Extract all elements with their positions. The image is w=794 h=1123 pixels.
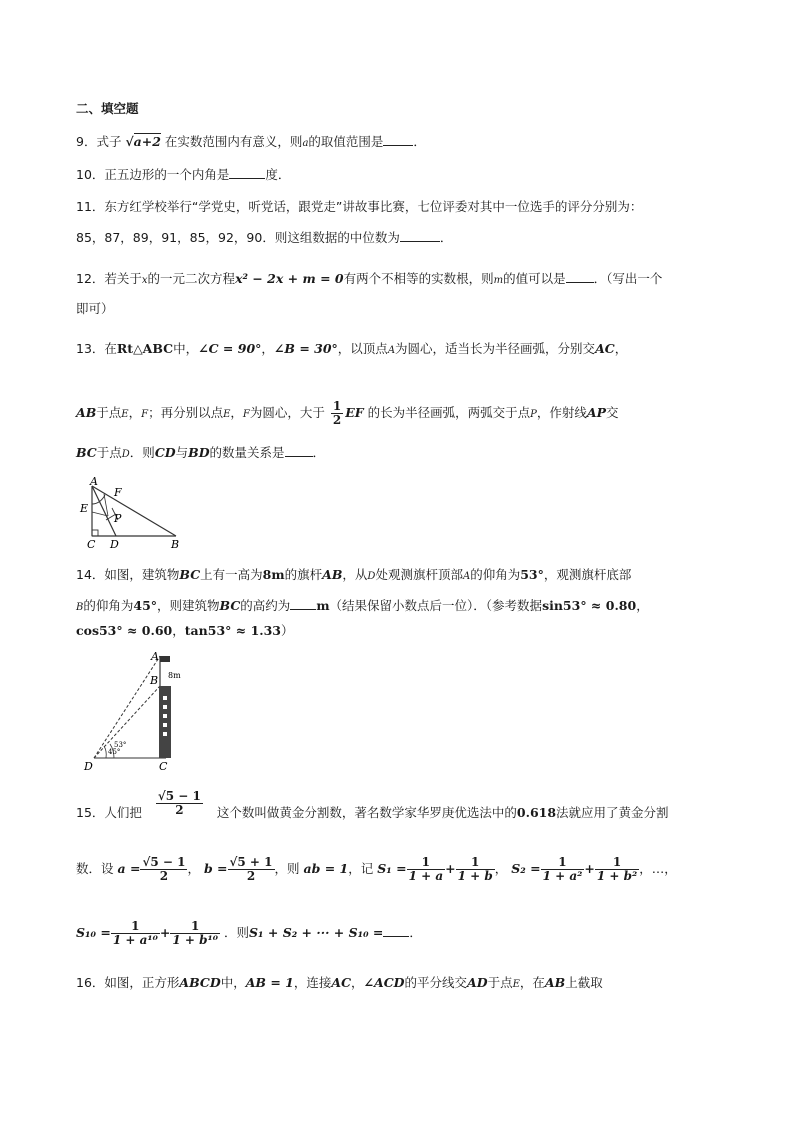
fig13-label-a: A (90, 475, 98, 488)
figure-13-triangle (78, 474, 186, 552)
equation: x² − 2x + m = 0 (235, 271, 344, 286)
fraction-s10a: $\frac{1}{\text{1 + a¹⁰}}$ (112, 919, 158, 947)
question-15-line2: 数．设 a = $\frac{√5 - 1}{2}$ ， b = $\frac{√5 + 1}{2}$ ，则 ab = 1，记 S₁ = $\frac{1}{1 + a}$ + $\frac{1}{1 + b}$ ， S₂ = $\frac{1}{\text{1 + a²}}$ + $\frac{1}{\text{1 + b²}}$ ，…， (76, 855, 677, 883)
golden-ratio-fraction: $\frac{√5 - 1}{2}$ (157, 789, 201, 817)
flag-top (160, 656, 170, 662)
question-10: 10．正五边形的一个内角是 度． (76, 167, 291, 182)
fraction-s10b: $\frac{1}{\text{1 + b¹⁰}}$ (172, 919, 219, 947)
fig14-label-45: 45° (108, 748, 121, 756)
question-13-line2: AB于点E，F；再分别以点E，F为圆心，大于 $\frac{1}{2}$ EF 的长为半径画弧，两弧交于点P，作射线AP交 (76, 399, 619, 427)
answer-blank (285, 444, 313, 457)
fraction-s2a: $\frac{1}{\text{1 + a²}}$ (542, 855, 583, 883)
fig13-label-e: E (80, 502, 89, 515)
question-12-line1: 12．若关于x的一元二次方程x² − 2x + m = 0有两个不相等的实数根，则m的值可以是 ．（写出一个 (76, 271, 663, 286)
fraction-a: $\frac{√5 - 1}{2}$ (142, 855, 186, 883)
answer-blank (383, 133, 413, 146)
question-11-line1: 11．东方红学校举行“学党史，听党话，跟党走”讲故事比赛，七位评委对其中一位选手的评分分别为： (76, 199, 643, 214)
fig14-label-a: A (151, 650, 159, 663)
fig14-label-53: 53° (114, 741, 127, 749)
question-12-line2: 即可） (76, 301, 114, 316)
answer-blank (290, 597, 316, 610)
question-15-line1: 15．人们把 $\frac{√5 - 1}{2}$ 这个数叫做黄金分割数，著名数学家华罗庚优选法中的0.618法就应用了黄金分割 (76, 789, 669, 820)
answer-blank (566, 270, 594, 283)
question-14-line3: cos53° ≈ 0.60，tan53° ≈ 1.33） (76, 623, 294, 638)
fig13-label-d: D (110, 538, 119, 551)
fraction-b: $\frac{√5 + 1}{2}$ (229, 855, 273, 883)
question-9: 9．式子 √a+2 在实数范围内有意义，则a的取值范围是 ． (76, 134, 426, 149)
fraction-s1a: $\frac{1}{1 + a}$ (408, 855, 444, 883)
question-14-line2: B的仰角为45°，则建筑物BC的高约为 m（结果保留小数点后一位）．（参考数据sin53° ≈ 0.80， (76, 598, 649, 613)
fig14-label-d: D (84, 760, 93, 773)
section-title: 二、填空题 (76, 101, 139, 116)
fig14-label-b: B (150, 674, 159, 687)
question-13-line1: 13．在Rt△ABC中，∠C = 90°，∠B = 30°，以顶点A为圆心，适当长为半径画弧，分别交AC， (76, 341, 628, 356)
fraction-s1b: $\frac{1}{1 + b}$ (457, 855, 493, 883)
answer-blank (400, 229, 440, 242)
fig13-label-f: F (114, 486, 122, 499)
figure-14-building (80, 648, 192, 776)
question-16: 16．如图，正方形ABCD中，AB = 1，连接AC，∠ACD的平分线交AD于点E，在AB上截取 (76, 975, 603, 990)
answer-blank (383, 924, 409, 937)
fraction-half: $\frac{1}{2}$ (332, 399, 342, 427)
question-11-line2: 85，87，89，91，85，92，90．则这组数据的中位数为 ． (76, 230, 453, 245)
fig13-label-b: B (171, 538, 180, 551)
sqrt-expression: √a+2 (125, 134, 161, 149)
fraction-s2b: $\frac{1}{\text{1 + b²}}$ (596, 855, 638, 883)
fig14-label-c: C (159, 760, 168, 773)
question-15-line3: S₁₀ = $\frac{1}{\text{1 + a¹⁰}}$ + $\frac{1}{\text{1 + b¹⁰}}$ ．则S₁ + S₂ + ··· + S₁₀ = ． (76, 919, 422, 947)
answer-blank (229, 166, 265, 179)
question-14-line1: 14．如图，建筑物BC上有一高为8m的旗杆AB，从D处观测旗杆顶部A的仰角为53°，观测旗杆底部 (76, 567, 632, 582)
fig13-label-p: P (114, 512, 122, 525)
fig14-label-8m: 8m (168, 671, 181, 680)
question-13-line3: BC于点D．则CD与BD的数量关系是 ． (76, 445, 326, 460)
fig13-label-c: C (87, 538, 96, 551)
